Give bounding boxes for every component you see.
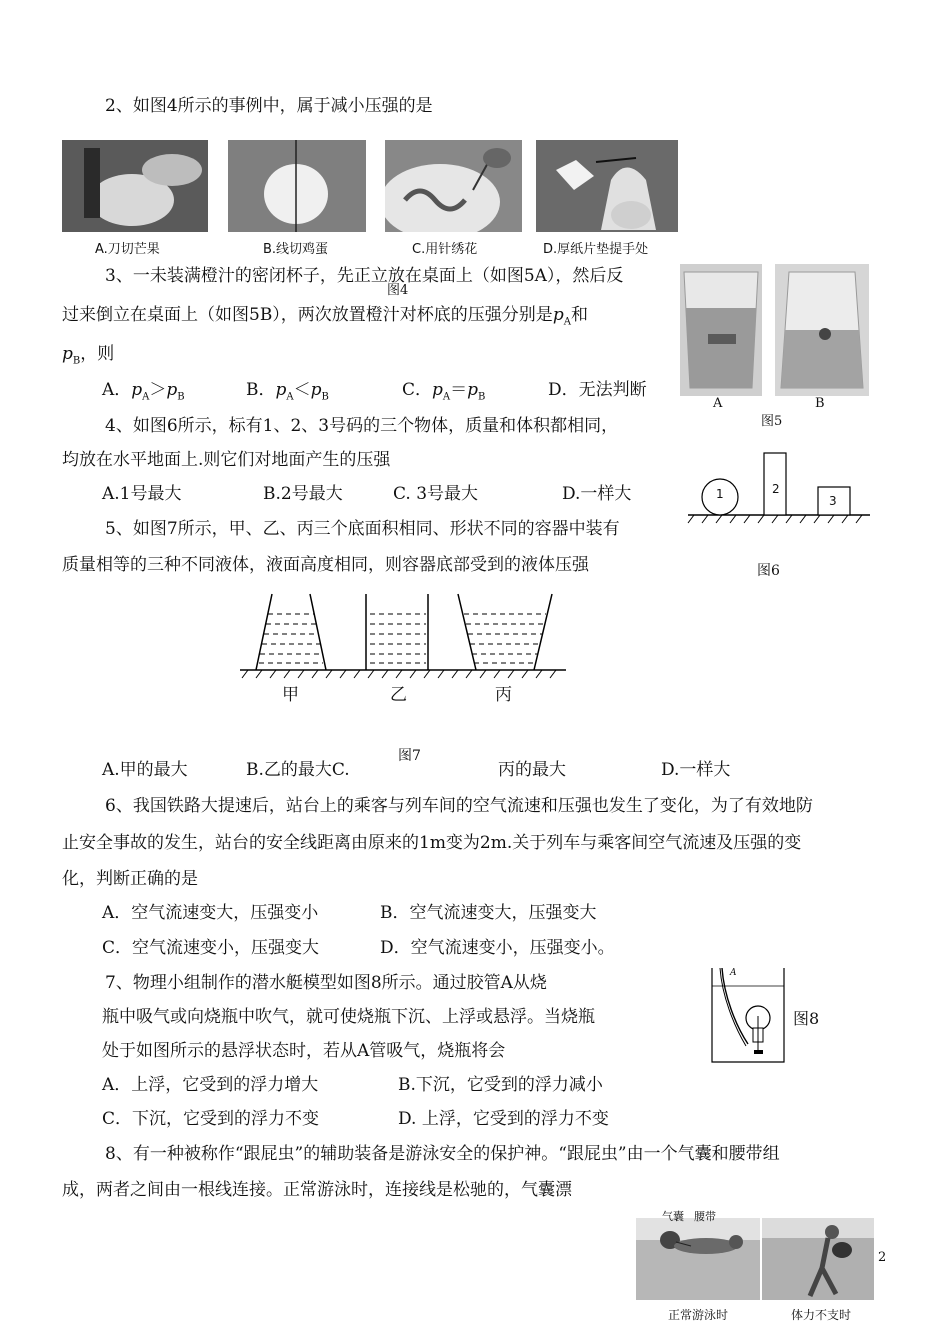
photo-label-b: B — [815, 396, 825, 411]
figure-6-label: 图6 — [757, 563, 780, 579]
container-label-bing: 丙 — [495, 685, 512, 705]
caption-tired: 体力不支时 — [791, 1308, 852, 1322]
caption-c: C.用针绣花 — [412, 242, 478, 257]
caption-normal-swimming: 正常游泳时 — [668, 1308, 729, 1322]
q5-option-d: D.一样大 — [661, 760, 731, 780]
q3-line3: $p_B$，则 — [62, 344, 115, 367]
q3-option-c: C．$p_A=p_B$ — [402, 380, 486, 403]
q7-line3: 处于如图所示的悬浮状态时，若从A管吸气，烧瓶将会 — [102, 1041, 506, 1061]
q8-line1: 8、有一种被称作“跟屁虫”的辅助装备是游泳安全的保护神。“跟屁虫”由一个气囊和腰带组 — [105, 1144, 780, 1164]
q4-option-c: C. 3号最大 — [393, 484, 479, 504]
object-label-1: 1 — [716, 487, 724, 501]
q6-line2: 止安全事故的发生，站台的安全线距离由原来的1m变为2m.关于列车与乘客间空气流速及压强的变 — [62, 833, 802, 853]
q7-option-c: C．下沉，它受到的浮力不变 — [102, 1109, 320, 1129]
q6-option-a: A．空气流速变大，压强变小 — [102, 903, 319, 923]
q6-option-d: D．空气流速变小，压强变小。 — [380, 938, 615, 958]
q5-option-a: A.甲的最大 — [102, 760, 188, 780]
q4-option-b: B.2号最大 — [263, 484, 343, 504]
caption-a: A.刀切芒果 — [95, 242, 160, 257]
label-belt: 腰带 — [694, 1210, 716, 1223]
photo-normal-swimming — [636, 1218, 760, 1300]
photo-label-a: A — [713, 396, 723, 411]
photo-tired-swimmer — [762, 1218, 874, 1300]
figure-7-label: 图7 — [398, 748, 421, 764]
page-number: 2 — [878, 1250, 887, 1265]
q3-option-d: D．无法判断 — [548, 380, 647, 400]
photo-knife-mango — [62, 140, 208, 232]
object-label-2: 2 — [772, 482, 780, 496]
q6-line3: 化，判断正确的是 — [62, 869, 198, 889]
container-label-jia: 甲 — [282, 685, 299, 705]
figure-7-diagram — [240, 590, 570, 680]
q3-option-b: B．$p_A<p_B$ — [246, 380, 329, 403]
tube-label-a: A — [730, 968, 737, 978]
q3-line2: 过来倒立在桌面上（如图5B），两次放置橙汁对杯底的压强分别是$p_A$和 — [62, 305, 588, 328]
q7-line2: 瓶中吸气或向烧瓶中吹气，就可使烧瓶下沉、上浮或悬浮。当烧瓶 — [102, 1007, 595, 1027]
q6-option-c: C．空气流速变小，压强变大 — [102, 938, 320, 958]
figure-4-label: 图4 — [387, 283, 409, 298]
q5-line1: 5、如图7所示，甲、乙、丙三个底面积相同、形状不同的容器中装有 — [105, 519, 620, 539]
q6-option-b: B．空气流速变大，压强变大 — [380, 903, 597, 923]
q4-line1: 4、如图6所示，标有1、2、3号码的三个物体，质量和体积都相同， — [105, 416, 619, 436]
q7-option-a: A．上浮，它受到的浮力增大 — [102, 1075, 319, 1095]
q7-option-d: D. 上浮，它受到的浮力不变 — [398, 1109, 609, 1129]
label-airbag: 气囊 — [662, 1210, 684, 1223]
caption-d: D.厚纸片垫提手处 — [543, 242, 649, 257]
q5-line2: 质量相等的三种不同液体，液面高度相同，则容器底部受到的液体压强 — [62, 555, 589, 575]
q7-option-b: B.下沉，它受到的浮力减小 — [398, 1075, 603, 1095]
figure-8-diagram — [710, 966, 788, 1066]
object-label-3: 3 — [829, 494, 837, 508]
q2-stem: 2、如图4所示的事例中，属于减小压强的是 — [105, 96, 433, 116]
photo-needle-embroidery — [385, 140, 522, 232]
q3-option-a: A．$p_A>p_B$ — [102, 380, 185, 403]
figure-8-label: 图8 — [793, 1009, 820, 1028]
photo-cup-inverted — [775, 264, 869, 396]
q6-line1: 6、我国铁路大提速后，站台上的乘客与列车间的空气流速和压强也发生了变化，为了有效地防 — [105, 796, 813, 816]
q5-option-b: B.乙的最大C. — [246, 760, 350, 780]
figure-6-diagram — [688, 445, 878, 525]
container-label-yi: 乙 — [390, 685, 407, 705]
q8-line2: 成，两者之间由一根线连接。正常游泳时，连接线是松驰的，气囊漂 — [62, 1180, 572, 1200]
figure-5-label: 图5 — [761, 414, 783, 429]
q5-option-c: 丙的最大 — [498, 760, 566, 780]
q4-line2: 均放在水平地面上.则它们对地面产生的压强 — [62, 450, 391, 470]
photo-paper-pad-handle — [536, 140, 678, 232]
q4-option-a: A.1号最大 — [102, 484, 182, 504]
q4-option-d: D.一样大 — [562, 484, 632, 504]
photo-thread-egg — [228, 140, 366, 232]
photo-cup-upright — [680, 264, 762, 396]
q7-line1: 7、物理小组制作的潜水艇模型如图8所示。通过胶管A从烧 — [105, 973, 547, 993]
caption-b: B.线切鸡蛋 — [263, 242, 329, 257]
q3-line1: 3、一未装满橙汁的密闭杯子，先正立放在桌面上（如图5A），然后反 — [105, 266, 624, 286]
